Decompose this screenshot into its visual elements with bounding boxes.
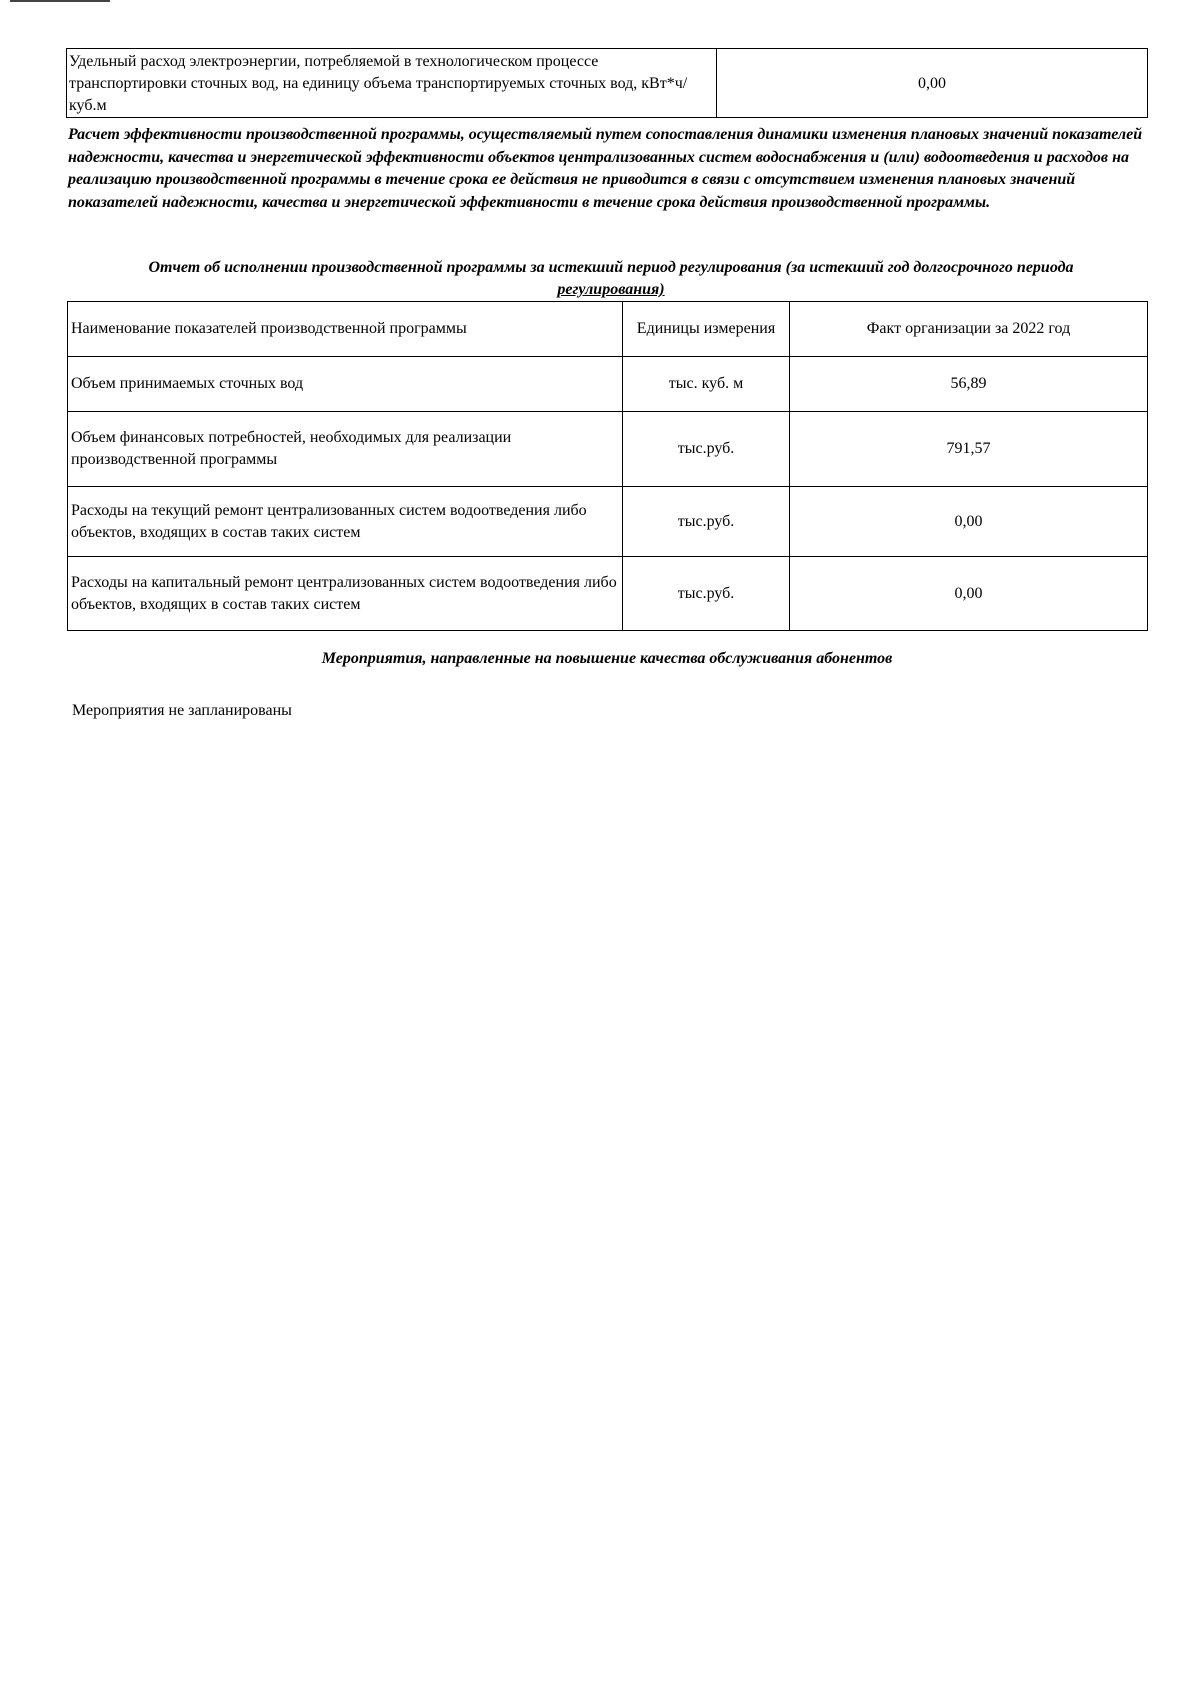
report-title <box>70 257 1152 301</box>
header-indicator-name: Наименование показателей производственной программы <box>68 302 623 357</box>
table-row <box>68 412 1148 487</box>
row-value: 791,57 <box>790 412 1148 487</box>
header-unit: Единицы измерения <box>623 302 790 357</box>
report-title-underlined: регулирования) <box>557 281 665 298</box>
report-title-line: Отчет об исполнении производственной программы за истекший период регулирования (за истекший год долгосрочного периода <box>148 259 1074 276</box>
row-value: 0,00 <box>790 487 1148 557</box>
row-unit: тыс.руб. <box>623 487 790 557</box>
indicator-name-cell: Удельный расход электроэнергии, потребляемой в технологическом процессе транспортировки сточных вод, на единицу объема транспортируемых сточных вод, кВт*ч/ куб.м <box>67 49 717 118</box>
row-unit: тыс. куб. м <box>623 357 790 412</box>
row-indicator-name: Расходы на капитальный ремонт централизованных систем водоотведения либо объектов, входящих в состав таких систем <box>68 557 623 631</box>
indicator-value-cell: 0,00 <box>717 49 1148 118</box>
row-unit: тыс.руб. <box>623 557 790 631</box>
header-fact: Факт организации за 2022 год <box>790 302 1148 357</box>
measures-text: Мероприятия не запланированы <box>72 702 292 719</box>
row-indicator-name: Объем принимаемых сточных вод <box>68 357 623 412</box>
row-value: 0,00 <box>790 557 1148 631</box>
measures-section-title: Мероприятия, направленные на повышение качества обслуживания абонентов <box>321 650 893 667</box>
row-unit: тыс.руб. <box>623 412 790 487</box>
row-indicator-name: Расходы на текущий ремонт централизованных систем водоотведения либо объектов, входящих в состав таких систем <box>68 487 623 557</box>
table-row <box>68 357 1148 412</box>
report-title-line <box>70 279 1152 301</box>
energy-consumption-table <box>66 48 1148 118</box>
row-indicator-name: Объем финансовых потребностей, необходимых для реализации производственной программы <box>68 412 623 487</box>
table-row <box>67 49 1148 118</box>
table-row <box>68 487 1148 557</box>
row-value: 56,89 <box>790 357 1148 412</box>
report-table <box>67 301 1148 631</box>
efficiency-calculation-note: Расчет эффективности производственной программы, осуществляемый путем сопоставления динамики изменения плановых значений показателей надежности, качества и энергетической эффективности объектов централизованных систем водоснабжения и (или) водоотведения и расходов на реализацию производственной программы в течение срока ее действия не приводится в связи с отсутствием изменения плановых значений показателей надежности, качества и энергетической эффективности в течение срока действия производственной программы. <box>68 126 1143 211</box>
table-header-row <box>68 302 1148 357</box>
scan-edge-mark <box>10 0 110 2</box>
table-row <box>68 557 1148 631</box>
